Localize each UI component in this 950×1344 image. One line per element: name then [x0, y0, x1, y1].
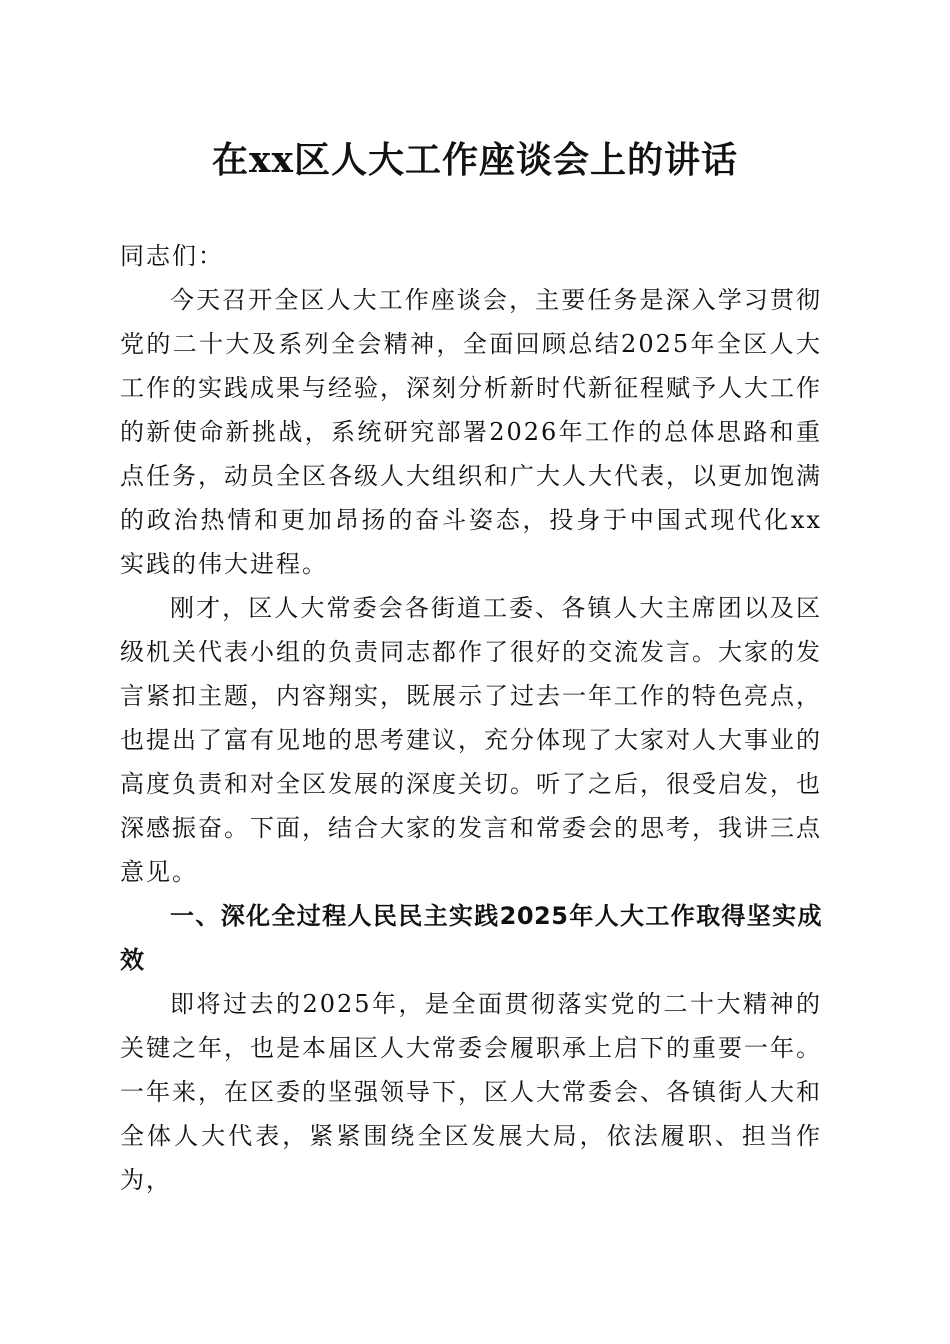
paragraph-intro: 今天召开全区人大工作座谈会，主要任务是深入学习贯彻党的二十大及系列全会精神，全面回顾总结2025年全区人大工作的实践成果与经验，深刻分析新时代新征程赋予人大工作的新使命新挑战，系统研究部署2026年工作的总体思路和重点任务，动员全区各级人大组织和广大人大代表，以更加饱满的政治热情和更加昂扬的奋斗姿态，投身于中国式现代化xx实践的伟大进程。 [120, 286, 822, 578]
section-paragraph: 即将过去的2025年，是全面贯彻落实党的二十大精神的关键之年，也是本届区人大常委会履职承上启下的重要一年。一年来，在区委的坚强领导下，区人大常委会、各镇街人大和全体人大代表，紧紧围绕全区发展大局，依法履职、担当作为， [120, 990, 822, 1194]
salutation: 同志们： [120, 242, 224, 270]
section-heading: 一、深化全过程人民民主实践2025年人大工作取得坚实成效 [120, 902, 822, 974]
paragraph-exchange: 刚才，区人大常委会各街道工委、各镇人大主席团以及区级机关代表小组的负责同志都作了很好的交流发言。大家的发言紧扣主题，内容翔实，既展示了过去一年工作的特色亮点，也提出了富有见地的思考建议，充分体现了大家对人大事业的高度负责和对全区发展的深度关切。听了之后，很受启发，也深感振奋。下面，结合大家的发言和常委会的思考，我讲三点意见。 [120, 594, 822, 886]
document-title: 在xx区人大工作座谈会上的讲话 [212, 139, 738, 181]
document-body [120, 234, 822, 1202]
